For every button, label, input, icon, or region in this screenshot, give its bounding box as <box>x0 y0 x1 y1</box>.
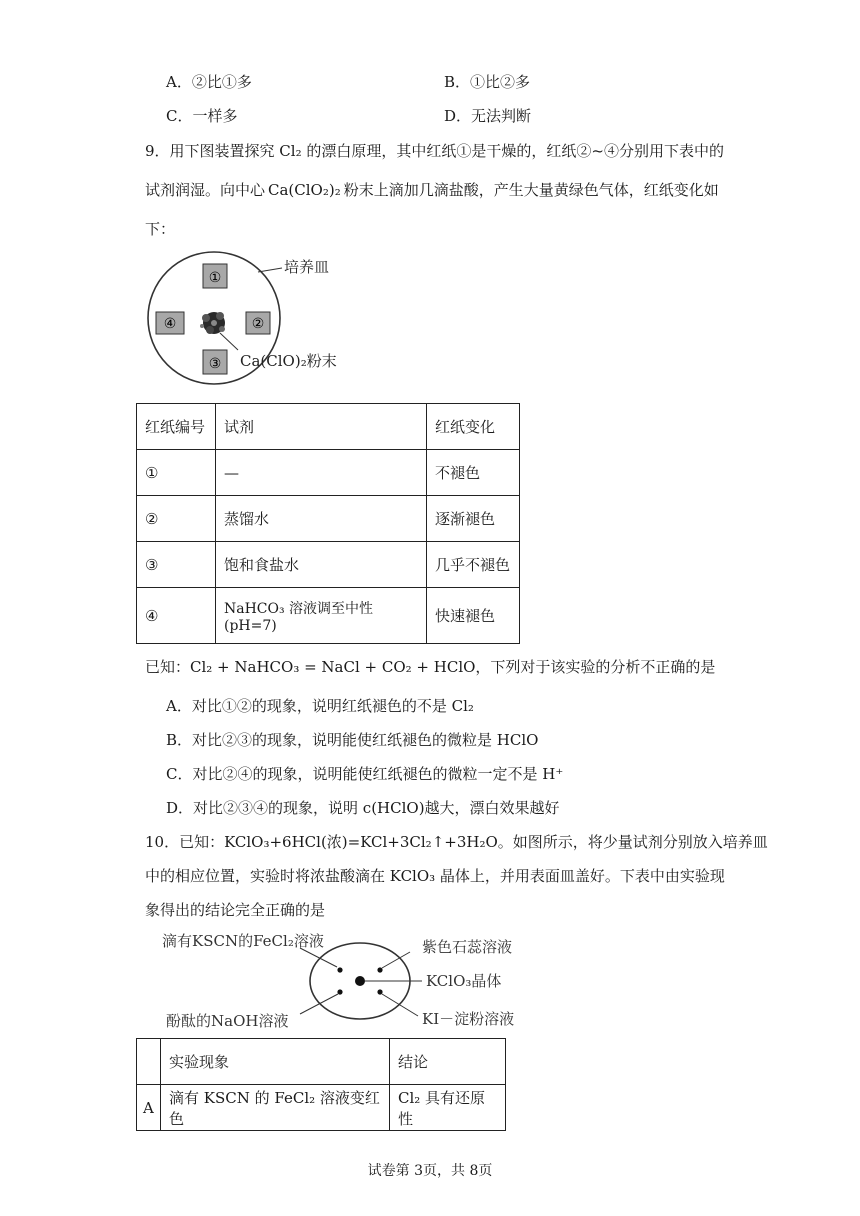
q10-stem-line1: 10．已知：KClO₃+6HCl(浓)=KCl+3Cl₂↑+3H₂O。如图所示，将少量试剂分别放入培养皿 <box>145 833 768 851</box>
dish-label: 培养皿 <box>284 258 330 276</box>
q8-option-a: A．②比①多 <box>166 73 252 91</box>
q9-option-b: B．对比②③的现象，说明能使红纸褪色的微粒是 HClO <box>166 731 539 749</box>
q8-option-b: B．①比②多 <box>444 73 531 91</box>
powder-icon <box>200 312 225 334</box>
q9-stem-line3: 下： <box>145 220 176 238</box>
q8-option-c: C．一样多 <box>166 107 238 125</box>
table-header: 试剂 <box>216 404 427 450</box>
table-header: 结论 <box>390 1039 506 1085</box>
red-paper-3-label: ③ <box>208 356 222 372</box>
table-header: 红纸编号 <box>137 404 216 450</box>
table-header: 实验现象 <box>161 1039 390 1085</box>
label-litmus: 紫色石蕊溶液 <box>422 938 513 956</box>
q10-table <box>136 1038 506 1131</box>
table-row: ③ 饱和食盐水 几乎不褪色 <box>137 542 520 588</box>
q10-apparatus-figure <box>160 926 540 1034</box>
table-header-row <box>137 1039 506 1085</box>
table-row: ② 蒸馏水 逐渐褪色 <box>137 496 520 542</box>
table-header-row <box>137 404 520 450</box>
q10-stem-line3: 象得出的结论完全正确的是 <box>145 901 326 919</box>
q9-apparatus-figure <box>140 248 360 388</box>
q9-stem-line1: 9．用下图装置探究 Cl₂ 的漂白原理，其中红纸①是干燥的，红纸②~④分别用下表中的 <box>145 142 724 160</box>
q9-option-d: D．对比②③④的现象，说明 c(HClO)越大，漂白效果越好 <box>166 799 560 817</box>
label-naoh: 酚酞的NaOH溶液 <box>166 1012 289 1030</box>
q9-table <box>136 403 520 644</box>
powder-label: Ca(ClO)₂粉末 <box>240 352 337 370</box>
q10-stem-line2: 中的相应位置，实验时将浓盐酸滴在 KClO₃ 晶体上，并用表面皿盖好。下表中由实验现 <box>145 867 725 885</box>
label-kclo3: KClO₃晶体 <box>426 972 502 990</box>
label-ki-starch: KI－淀粉溶液 <box>422 1010 515 1028</box>
q9-formula: Ca(ClO₂)₂ <box>268 181 341 199</box>
page-footer: 试卷第 3页，共 8页 <box>367 1163 493 1179</box>
label-kscn-fecl2: 滴有KSCN的FeCl₂溶液 <box>162 932 324 950</box>
red-paper-4-label: ④ <box>163 316 177 332</box>
table-row: ① — 不褪色 <box>137 450 520 496</box>
q9-option-c: C．对比②④的现象，说明能使红纸褪色的微粒一定不是 H⁺ <box>166 765 564 783</box>
table-row: A 滴有 KSCN 的 FeCl₂ 溶液变红色 Cl₂ 具有还原性 <box>137 1085 506 1131</box>
red-paper-2-label: ② <box>251 316 265 332</box>
kclo3-crystal-dot <box>355 976 365 986</box>
table-header: 红纸变化 <box>427 404 520 450</box>
q9-stem-line2: 试剂润湿。向中心 Ca(ClO₂)₂ 粉末上滴加几滴盐酸，产生大量黄绿色气体，红纸变化如 <box>145 181 719 199</box>
red-paper-1-label: ① <box>208 270 222 286</box>
q8-option-d: D．无法判断 <box>444 107 532 125</box>
q9-option-a: A．对比①②的现象，说明红纸褪色的不是 Cl₂ <box>166 697 474 715</box>
table-row: ④ NaHCO₃ 溶液调至中性(pH=7) 快速褪色 <box>137 588 520 644</box>
q9-known: 已知：Cl₂ + NaHCO₃ = NaCl + CO₂ + HClO，下列对于该实验的分析不正确的是 <box>145 658 716 676</box>
